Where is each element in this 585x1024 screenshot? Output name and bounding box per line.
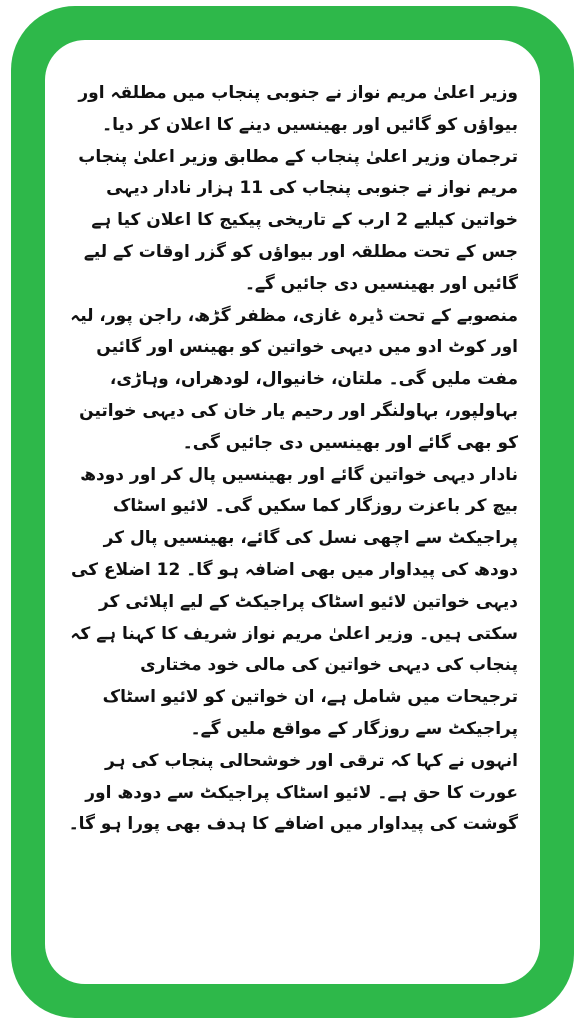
article-paragraph: انہوں نے کہا کہ ترقی اور خوشحالی پنجاب کی ہر عورت کا حق ہے۔ لائیو اسٹاک پراجیکٹ سے دودھ اور گوشت کی پیداوار میں اضافے کا ہدف بھی پورا ہو گا۔ [68,750,518,835]
article-paragraph: نادار دیہی خواتین گائے اور بھینسیں پال کر اور دودھ بیچ کر باعزت روزگار کما سکیں گی۔ لائیو اسٹاک پراجیکٹ سے اچھی نسل کی گائے، بھینسیں پال کر دودھ کی پیداوار میں بھی اضافہ ہو گا۔ 12 اضلاع کی دیہی خواتین لائیو اسٹاک پراجیکٹ کے لیے اپلائی کر سکتی ہیں۔ وزیر اعلیٰ مریم نواز شریف کا کہنا ہے کہ پنجاب کی دیہی خواتین کی مالی خود مختاری ترجیحات میں شامل ہے، ان خواتین کو لائیو اسٹاک پراجیکٹ سے روزگار کے مواقع ملیں گے۔ [70,464,518,739]
phone-screen [45,40,540,984]
article-paragraph: وزیر اعلیٰ مریم نواز نے جنوبی پنجاب میں مطلقہ اور بیواؤں کو گائیں اور بھینسیں دینے کا اعلان کر دیا۔ [78,83,518,135]
article-paragraph: ترجمان وزیر اعلیٰ پنجاب کے مطابق وزیر اعلیٰ پنجاب مریم نواز نے جنوبی پنجاب کی 11 ہزار نادار دیہی خواتین کیلیے 2 ارب کے تاریخی پیکیج کا اعلان کیا ہے جس کے تحت مطلقہ اور بیواؤں کو گزر اوقات کے لیے گائیں اور بھینسیں دی جائیں گے۔ [78,146,518,294]
article-paragraph: منصوبے کے تحت ڈیرہ غازی، مظفر گڑھ، راجن پور، لیہ اور کوٹ ادو میں دیہی خواتین کو بھینس اور گائیں مفت ملیں گی۔ ملتان، خانیوال، لودھراں، وہاڑی، بہاولپور، بہاولنگر اور رحیم یار خان کی دیہی خواتین کو بھی گائے اور بھینسیں دی جائیں گی۔ [70,305,518,453]
news-article [67,78,518,841]
phone-frame [11,6,574,1018]
